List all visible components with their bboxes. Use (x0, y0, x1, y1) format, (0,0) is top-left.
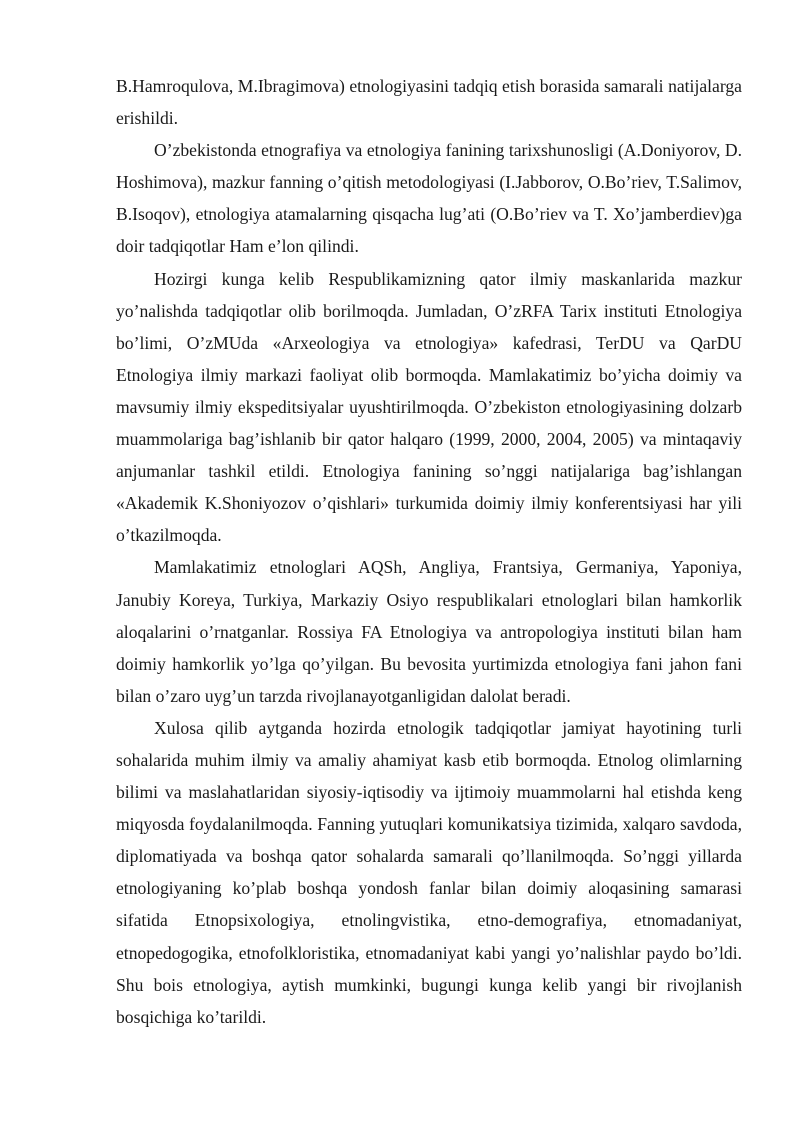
paragraph-international-cooperation: Mamlakatimiz etnologlari AQSh, Angliya, Frantsiya, Germaniya, Yaponiya, Janubiy Koreya, Turkiya, Markaziy Osiyo respublikalari etnologlari bilan hamkorlik aloqalarini o’rnatganlar. Rossiya FA Etnologiya va antropologiya instituti bilan ham doimiy hamkorlik yo’lga qo’yilgan. Bu bevosita yurtimizda etnologiya fani jahon fani bilan o’zaro uyg’un tarzda rivojlanayotganligidan dalolat beradi. (116, 557, 742, 706)
paragraph-continuation: B.Hamroqulova, M.Ibragimova) etnologiyasini tadqiq etish borasida samarali natijalarga erishildi. (116, 76, 742, 129)
paragraph-conclusion: Xulosa qilib aytganda hozirda etnologik tadqiqotlar jamiyat hayotining turli sohalarida muhim ilmiy va amaliy ahamiyat kasb etib bormoqda. Etnolog olimlarning bilimi va maslahatlaridan siyosiy-iqtisodiy va ijtimoiy muammolarni hal etishda keng miqyosda foydalanilmoqda. Fanning yutuqlari komunikatsiya tizimida, xalqaro savdoda, diplomatiyada va boshqa qator sohalarda samarali qo’llanilmoqda. So’nggi yillarda etnologiyaning ko’plab boshqa yondosh fanlar bilan doimiy aloqasining samarasi sifatida Etnopsixologiya, etnolingvistika, etno-demografiya, etnomadaniyat, etnopedogogika, etnofolkloristika, etnomadaniyat kabi yangi yo’nalishlar paydo bo’ldi. Shu bois etnologiya, aytish mumkinki, bugungi kunga kelib yangi bir rivojlanish bosqichiga ko’tarildi. (116, 717, 742, 1027)
document-page (116, 70, 742, 1033)
paragraph-historiography: O’zbekistonda etnografiya va etnologiya fanining tarixshunosligi (A.Doniyorov, D. Hoshimova), mazkur fanning o’qitish metodologiyasi (I.Jabborov, O.Bo’riev, T.Salimov, B.Isoqov), etnologiya atamalarning qisqacha lug’ati (O.Bo’riev va T. Xo’jamberdiev)ga doir tadqiqotlar Ham e’lon qilindi. (116, 140, 742, 257)
paragraph-research-centers: Hozirgi kunga kelib Respublikamizning qator ilmiy maskanlarida mazkur yo’nalishda tadqiqotlar olib borilmoqda. Jumladan, O’zRFA Tarix instituti Etnologiya bo’limi, O’zMUda «Arxeologiya va etnologiya» kafedrasi, TerDU va QarDU Etnologiya ilmiy markazi faoliyat olib bormoqda. Mamlakatimiz bo’yicha doimiy va mavsumiy ilmiy ekspeditsiyalar uyushtirilmoqda. O’zbekiston etnologiyasining dolzarb muammolariga bag’ishlanib bir qator halqaro (1999, 2000, 2004, 2005) va mintaqaviy anjumanlar tashkil etildi. Etnologiya fanining so’nggi natijalariga bag’ishlangan «Akademik K.Shoniyozov o’qishlari» turkumida doimiy ilmiy konferentsiyasi har yili o’tkazilmoqda. (116, 268, 742, 546)
